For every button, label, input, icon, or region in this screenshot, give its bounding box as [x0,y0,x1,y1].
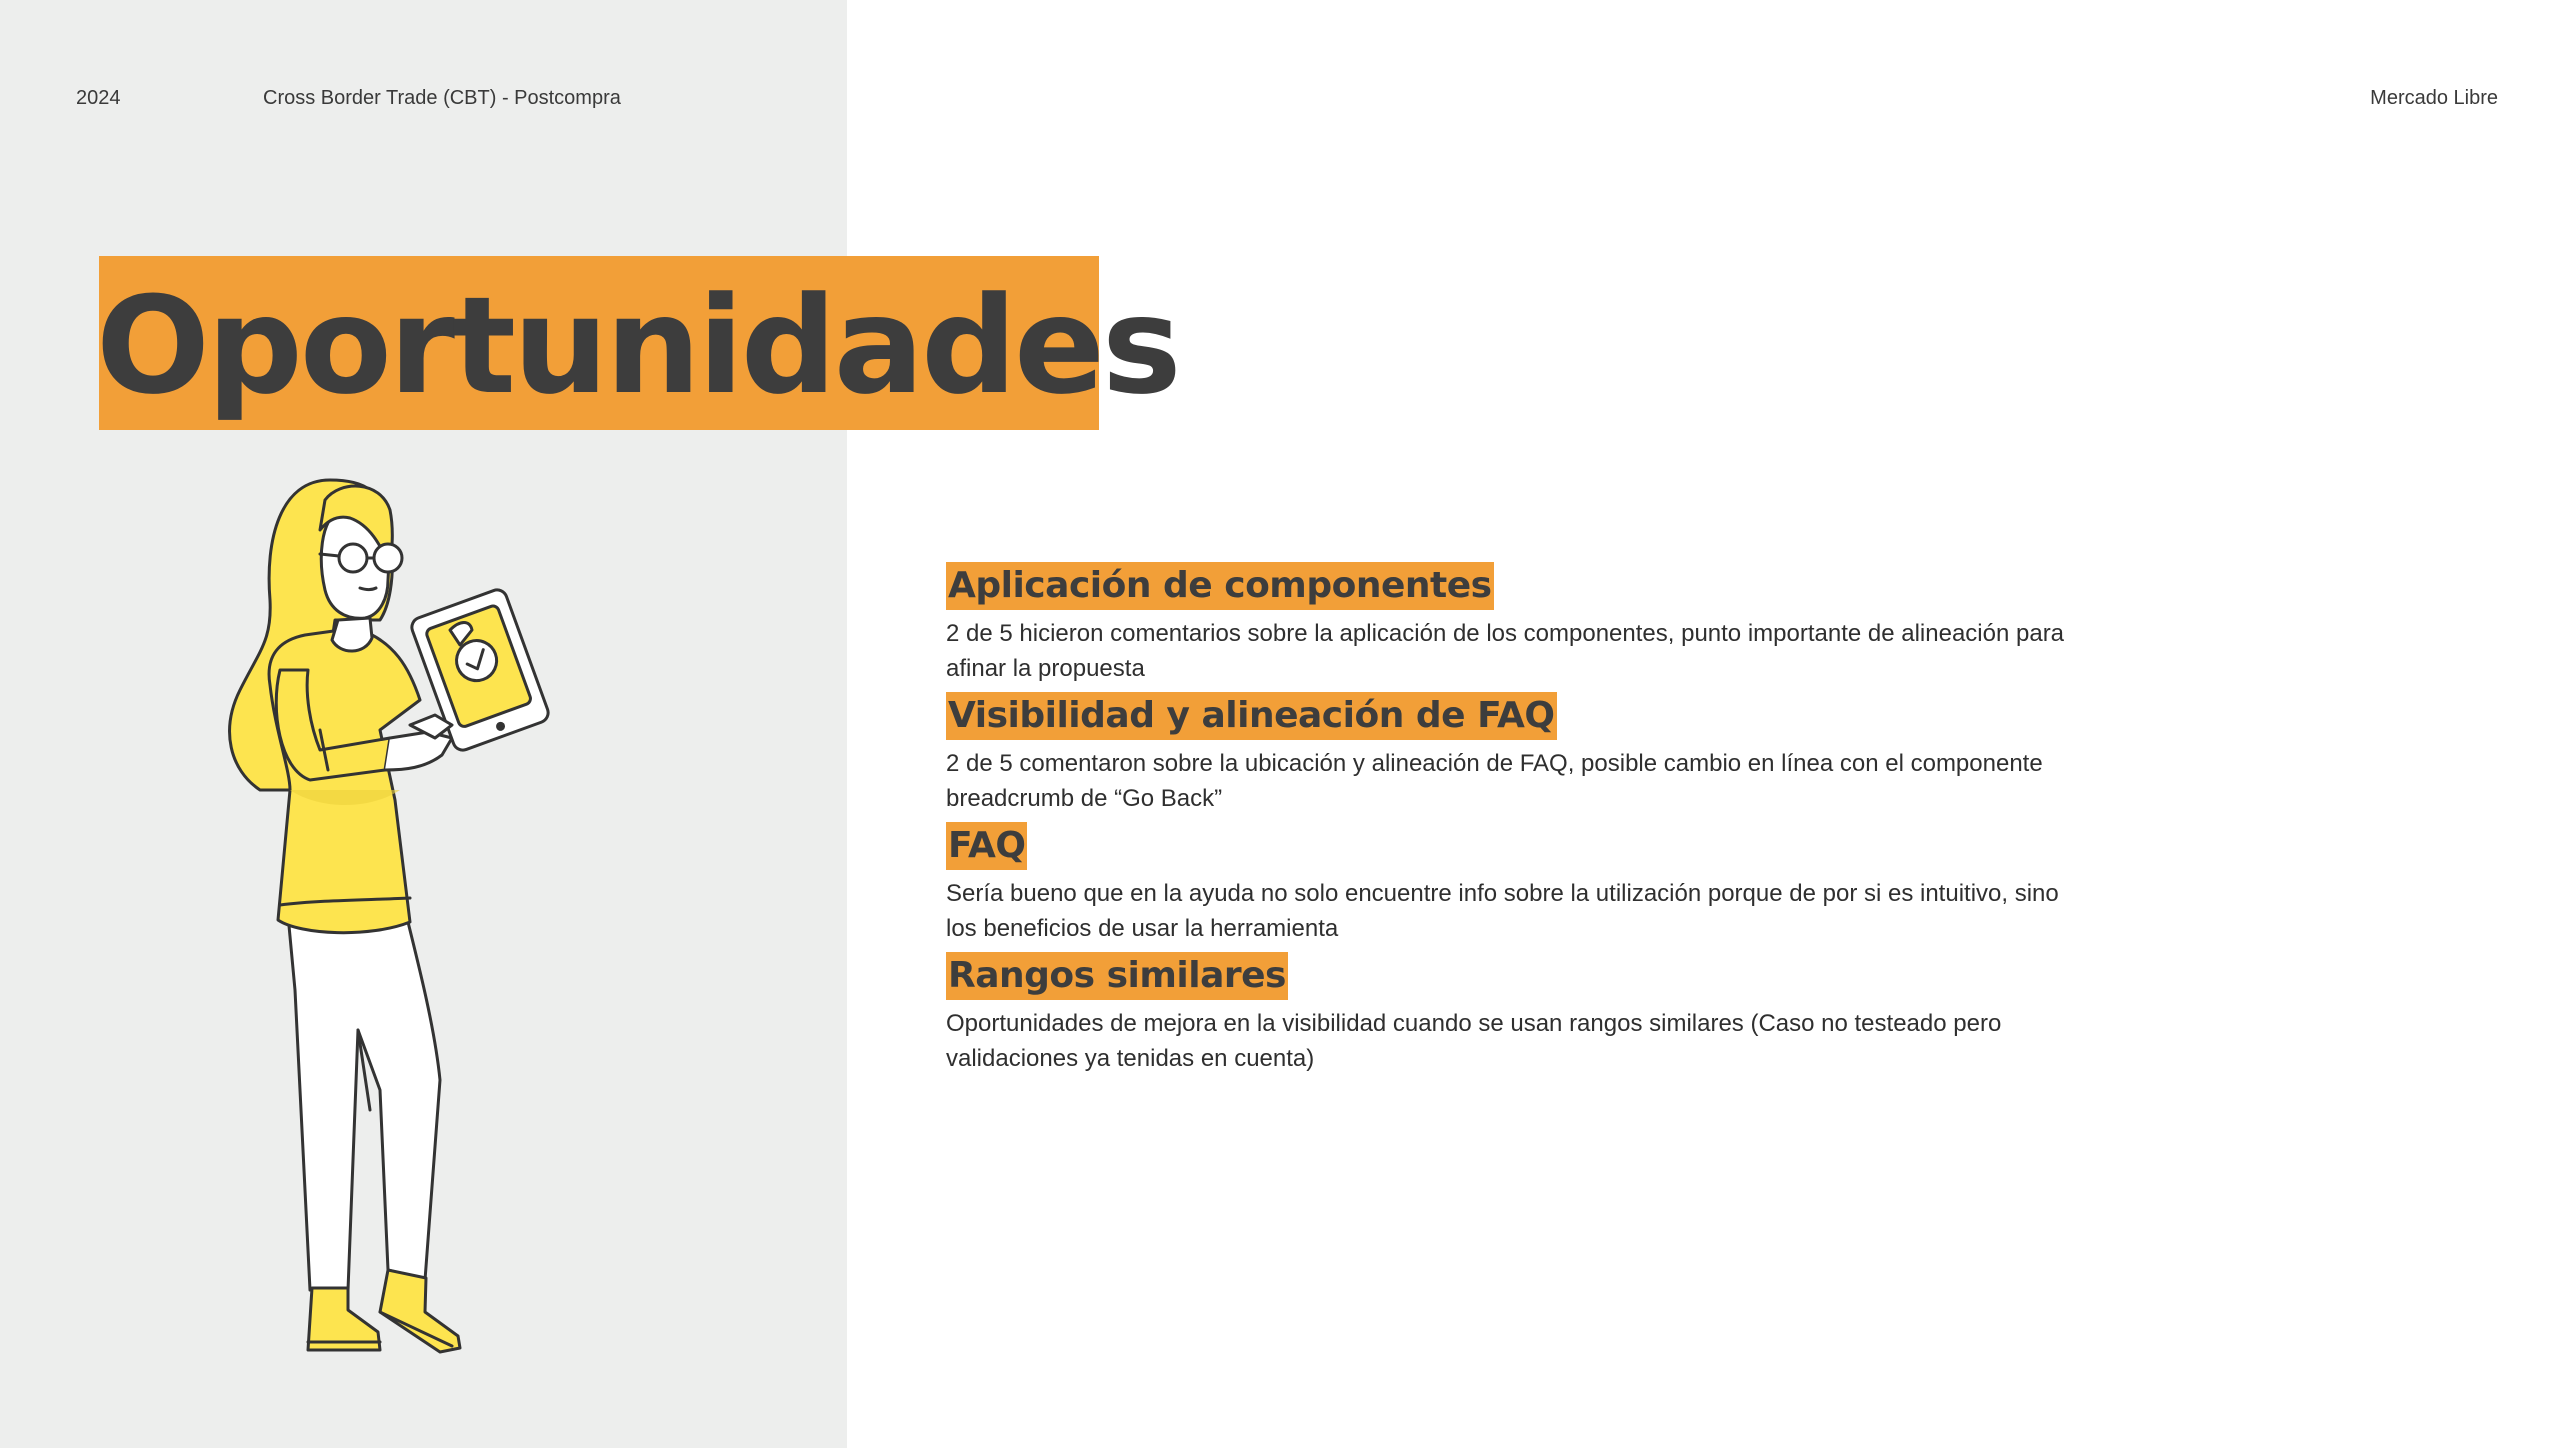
finding-heading: Aplicación de componentes [946,562,1494,610]
findings-list [946,562,2096,1082]
finding-item [946,562,2096,686]
header-project: Cross Border Trade (CBT) - Postcompra [263,87,621,109]
woman-with-tablet-illustration [220,470,660,1380]
finding-text: 2 de 5 hicieron comentarios sobre la aplicación de los componentes, punto importante de alineación para afinar la propuesta [946,620,2065,682]
header-company: Mercado Libre [2370,87,2498,109]
finding-heading: FAQ [946,822,1027,870]
header-year: 2024 [76,87,121,109]
finding-heading: Rangos similares [946,952,1288,1000]
finding-item [946,952,2096,1076]
page-title: Oportunidades [96,268,1179,424]
finding-heading: Visibilidad y alineación de FAQ [946,692,1557,740]
finding-text: Sería bueno que en la ayuda no solo encuentre info sobre la utilización porque de por si es intuitivo, sino los beneficios de usar la herramienta [946,880,2059,942]
finding-text: 2 de 5 comentaron sobre la ubicación y alineación de FAQ, posible cambio en línea con el componente breadcrumb de “Go Back” [946,750,2043,812]
finding-text: Oportunidades de mejora en la visibilidad cuando se usan rangos similares (Caso no testeado pero validaciones ya tenidas en cuenta) [946,1010,2002,1072]
finding-item [946,692,2096,816]
finding-item [946,822,2096,946]
